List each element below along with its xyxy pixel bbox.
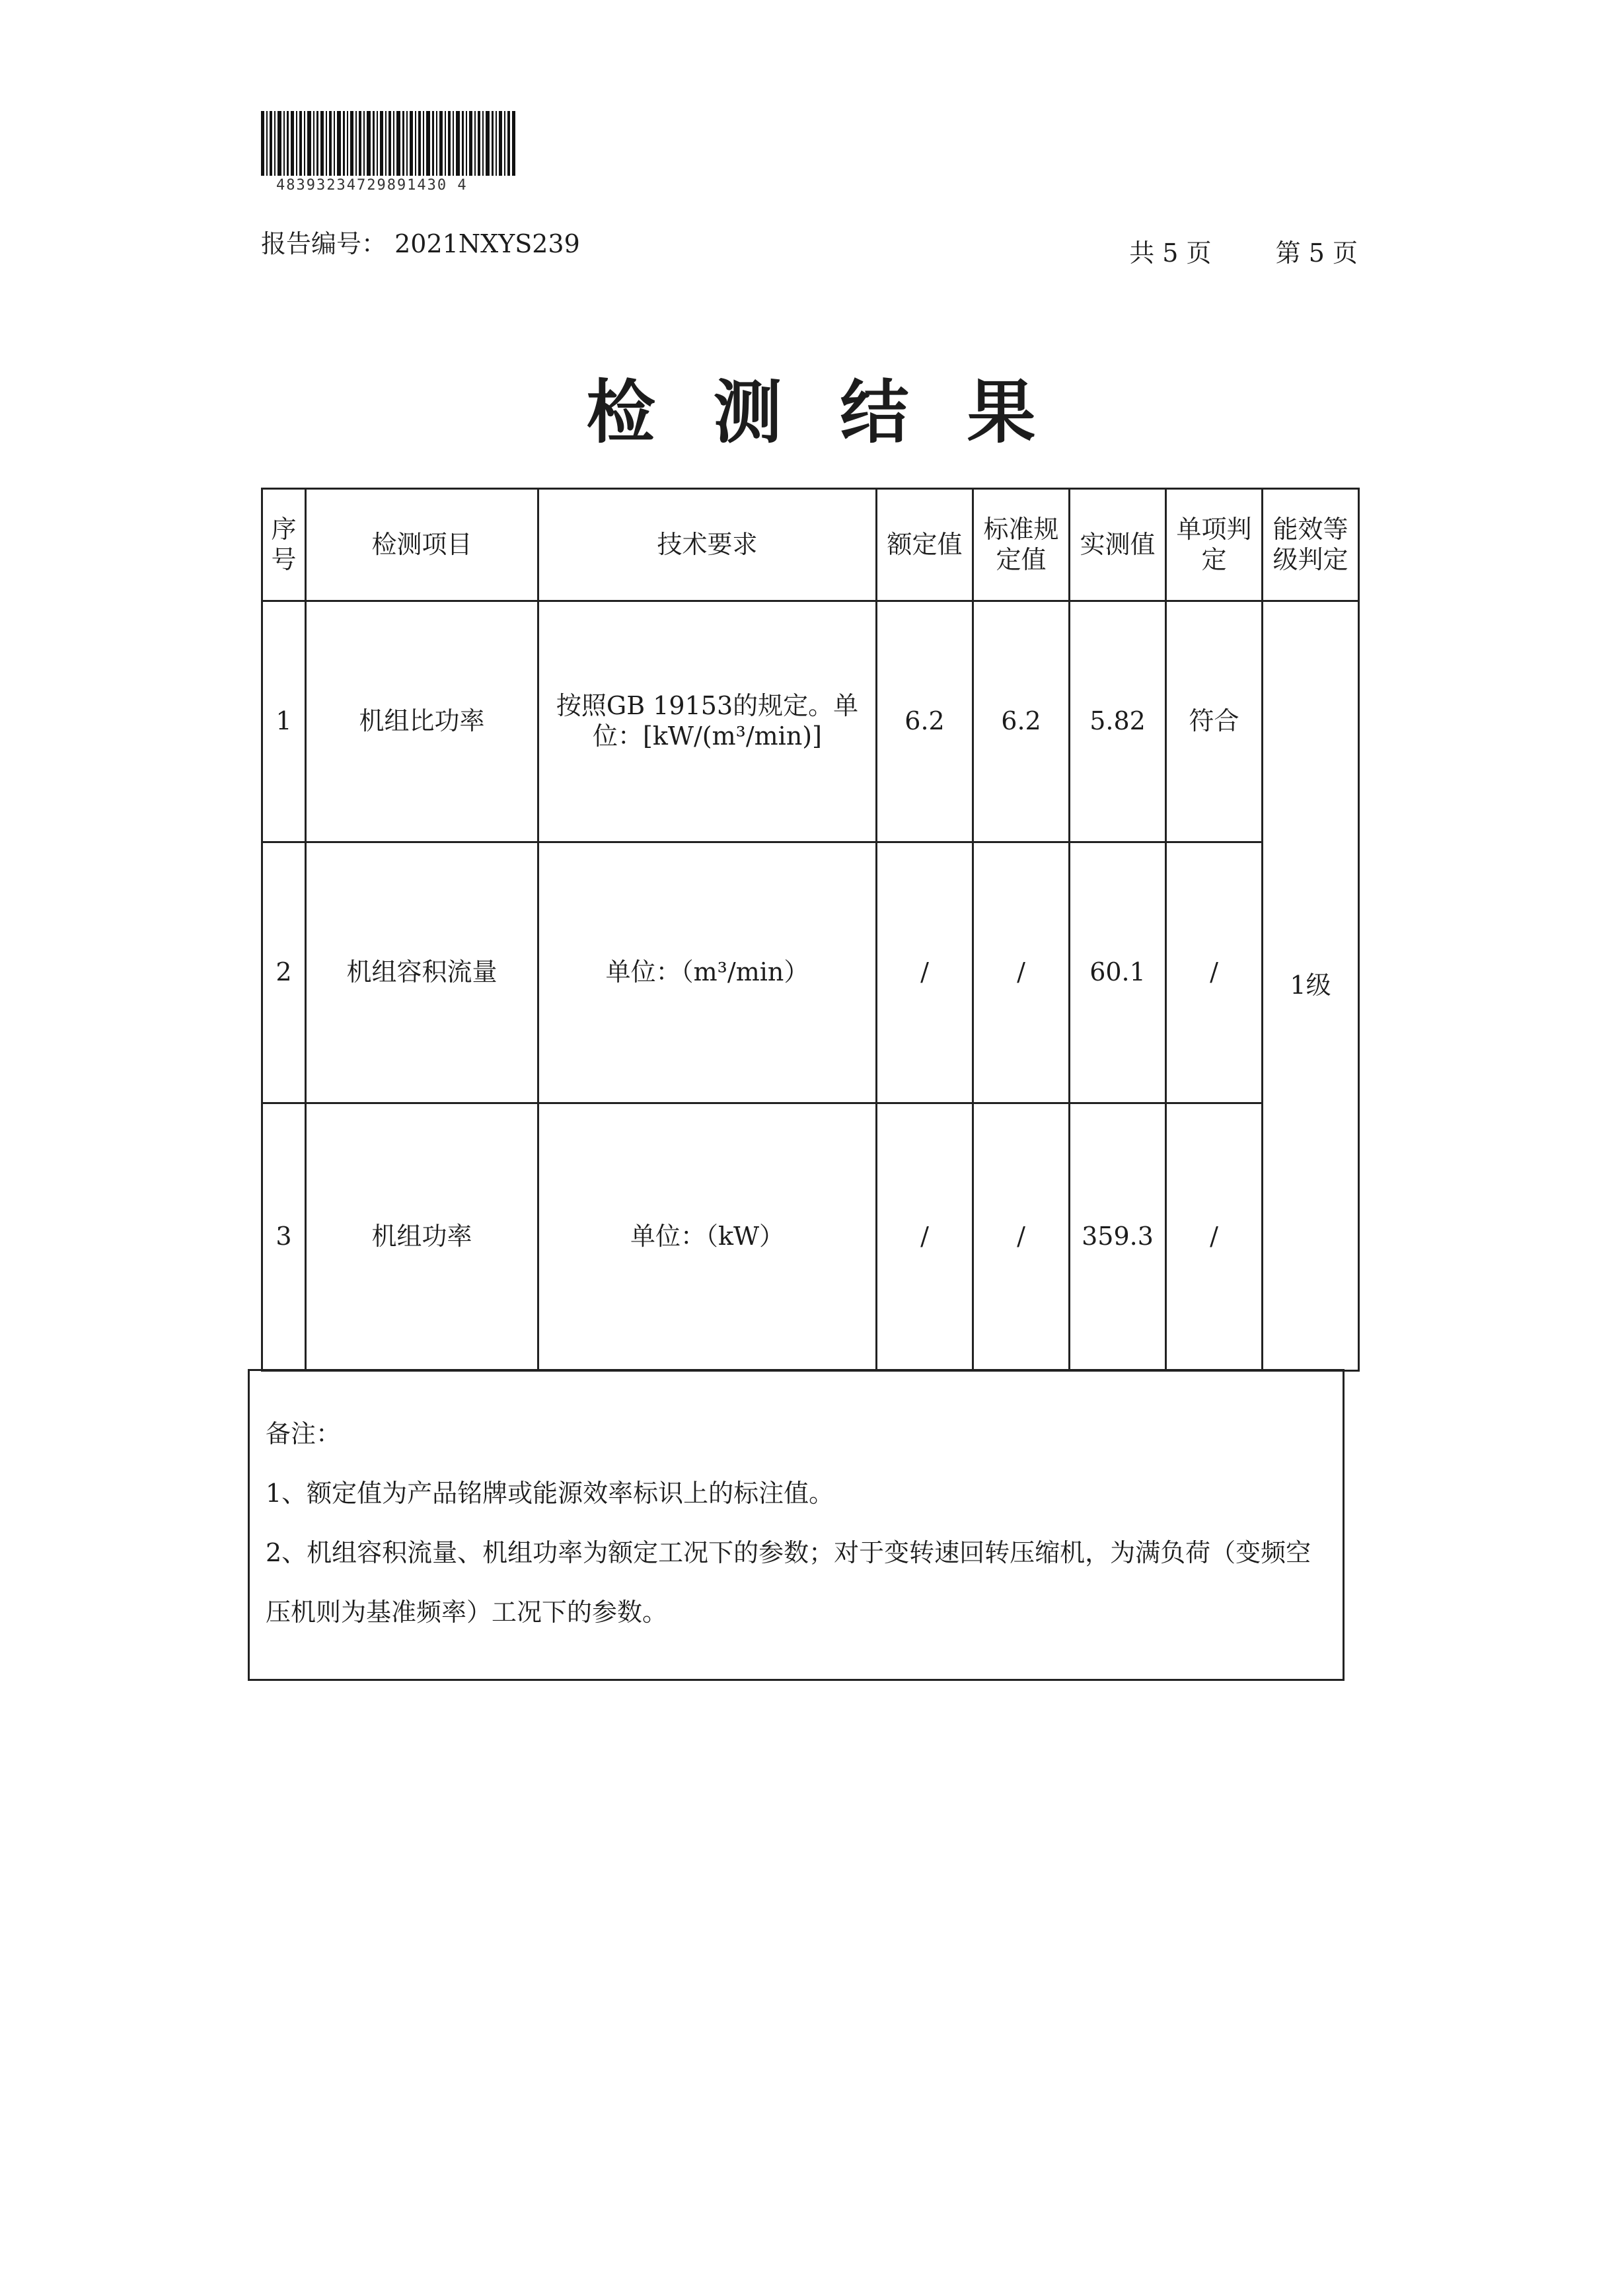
page-title: 检测结果: [586, 371, 1094, 453]
header-cell: 技术要求: [538, 489, 877, 601]
notes-box: [248, 1369, 1345, 1681]
row-judgement: /: [1166, 842, 1263, 1103]
row-rated-value: 6.2: [877, 601, 973, 842]
energy-grade: 1级: [1263, 601, 1359, 1371]
row-item: 机组比功率: [306, 601, 538, 842]
row-item: 机组功率: [306, 1103, 538, 1371]
row-measured-value: 359.3: [1070, 1103, 1166, 1371]
row-judgement: /: [1166, 1103, 1263, 1371]
row-rated-value: /: [877, 842, 973, 1103]
header-cell: 标准规定值: [973, 489, 1070, 601]
barcode-number: 48393234729891430 4: [276, 177, 468, 194]
note-line: 1、额定值为产品铭牌或能源效率标识上的标注值。: [266, 1479, 834, 1508]
row-number: 2: [262, 842, 306, 1103]
row-judgement: 符合: [1166, 601, 1263, 842]
row-measured-value: 60.1: [1070, 842, 1166, 1103]
header-cell: 序号: [262, 489, 306, 601]
row-measured-value: 5.82: [1070, 601, 1166, 842]
page-info: [1129, 233, 1358, 269]
report-number-label: 报告编号：: [261, 229, 387, 258]
result-table: [261, 488, 1360, 1372]
barcode-image: [261, 111, 515, 176]
report-number: [261, 223, 580, 260]
table-row: [262, 601, 1359, 842]
row-requirement: 单位：（m³/min）: [538, 842, 877, 1103]
row-number: 3: [262, 1103, 306, 1371]
notes-label: 备注：: [266, 1419, 342, 1448]
table-row: [262, 842, 1359, 1103]
header-cell: 单项判定: [1166, 489, 1263, 601]
table-header-row: [262, 489, 1359, 601]
row-requirement: 单位：（kW）: [538, 1103, 877, 1371]
note-line: 2、机组容积流量、机组功率为额定工况下的参数；对于变转速回转压缩机，为满负荷（变频空压机则为基准频率）工况下的参数。: [266, 1538, 1311, 1627]
row-item: 机组容积流量: [306, 842, 538, 1103]
row-rated-value: /: [877, 1103, 973, 1371]
header-cell: 能效等级判定: [1263, 489, 1359, 601]
row-standard-value: /: [973, 842, 1070, 1103]
row-standard-value: /: [973, 1103, 1070, 1371]
header-cell: 检测项目: [306, 489, 538, 601]
row-number: 1: [262, 601, 306, 842]
page-number: 第 5 页: [1275, 239, 1358, 268]
row-standard-value: 6.2: [973, 601, 1070, 842]
table-row: [262, 1103, 1359, 1371]
header-cell: 额定值: [877, 489, 973, 601]
header-cell: 实测值: [1070, 489, 1166, 601]
total-pages: 共 5 页: [1129, 239, 1212, 268]
report-number-value: 2021NXYS239: [394, 229, 580, 258]
row-requirement: 按照GB 19153的规定。单位：[kW/(m³/min)]: [538, 601, 877, 842]
